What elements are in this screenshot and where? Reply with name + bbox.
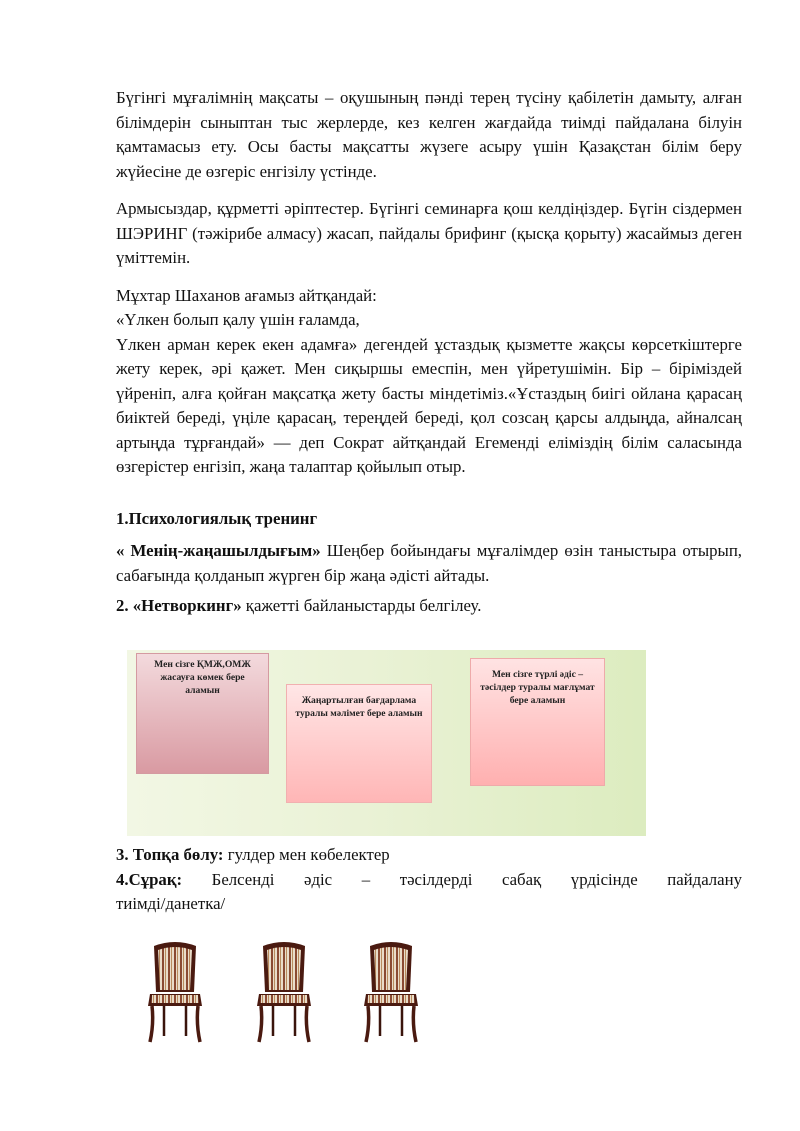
section3-text — [116, 843, 742, 868]
section4-bold: 4.Сұрақ: — [116, 869, 183, 889]
document-body — [116, 86, 742, 619]
section1-heading: 1.Психологиялық тренинг — [116, 508, 318, 528]
chair-image — [360, 940, 422, 1044]
section1-text — [116, 539, 742, 588]
section4-body: Белсенді әдіс – тәсілдерді сабақ үрдісінде пайдалану — [182, 869, 742, 889]
diagram-card-3: Мен сізге түрлі әдіс – тәсілдер туралы мағлұмат бере аламын — [470, 658, 605, 786]
section2-body: қажетті байланыстарды белгілеу. — [241, 596, 482, 615]
lower-sections — [116, 843, 742, 917]
paragraph-intro: Бүгінгі мұғалімнің мақсаты – оқушының пәнді терең түсіну қабілетін дамыту, алған білімдерін сыныптан тыс жерлерде, кез келген жағдайда тиімді пайдалана білуін қамтамасыз ету. Осы басты мақсатты жүзеге асыру үшін Қазақстан білім беру жүйесіне де өзгеріс енгізілу үстінде. — [116, 88, 742, 181]
quote-line: «Үлкен болып қалу үшін ғаламда, — [116, 310, 360, 329]
section2-bold: 2. «Нетворкинг» — [116, 596, 242, 615]
section2-text — [116, 594, 742, 619]
section1-body: Шеңбер бойындағы мұғалімдер өзін таныстыра отырып, сабағында қолданып жүрген бір жаңа әдісті айтады. — [116, 541, 742, 585]
paragraph-quote-body: Үлкен арман керек екен адамға» дегендей ұстаздық қызметте жақсы көрсеткіштерге жету керек, әрі қажет. Мен сиқыршы емеспін, мен үйретушімін. Бір – біріміздей үйреніп, алға қойған мақсатқа жету басты міндетіміз.«Ұстаздың биігі ойлана қарасаң биіктей береді, үңіле қарасаң, тереңдей береді, қол созсаң қарсы алдыңда, айналсаң артыңда тұрғандай» — деп Сократ айтқандай Егеменді еліміздің білім саласында өзгерістер енгізіп, жаңа талаптар қойылып отыр. — [116, 334, 742, 476]
diagram-card-1: Мен сізге ҚМЖ,ОМЖ жасауға көмек бере аламын — [136, 653, 269, 774]
networking-diagram — [127, 650, 646, 836]
section4-line1 — [116, 868, 742, 893]
quote-intro: Мұхтар Шаханов ағамыз айтқандай: — [116, 285, 377, 305]
section3-bold: 3. Топқа бөлу: — [116, 845, 224, 864]
chair-image — [144, 940, 206, 1044]
paragraph-greeting: Армысыздар, құрметті әріптестер. Бүгінгі семинарға қош келдіңіздер. Бүгін сіздермен ШЭРИНГ (тәжірибе алмасу) жасап, пайдалы брифинг (қысқа қорыту) жасаймыз деген үміттемін. — [116, 199, 742, 267]
section3-body: гулдер мен көбелектер — [223, 845, 390, 864]
diagram-card-2: Жаңартылған бағдарлама туралы мәлімет бере аламын — [286, 684, 432, 803]
section1-bold: « Менің-жаңашылдығым» — [116, 541, 321, 560]
section4-line2: тиімді/данетка/ — [116, 894, 226, 913]
chair-image — [253, 940, 315, 1044]
